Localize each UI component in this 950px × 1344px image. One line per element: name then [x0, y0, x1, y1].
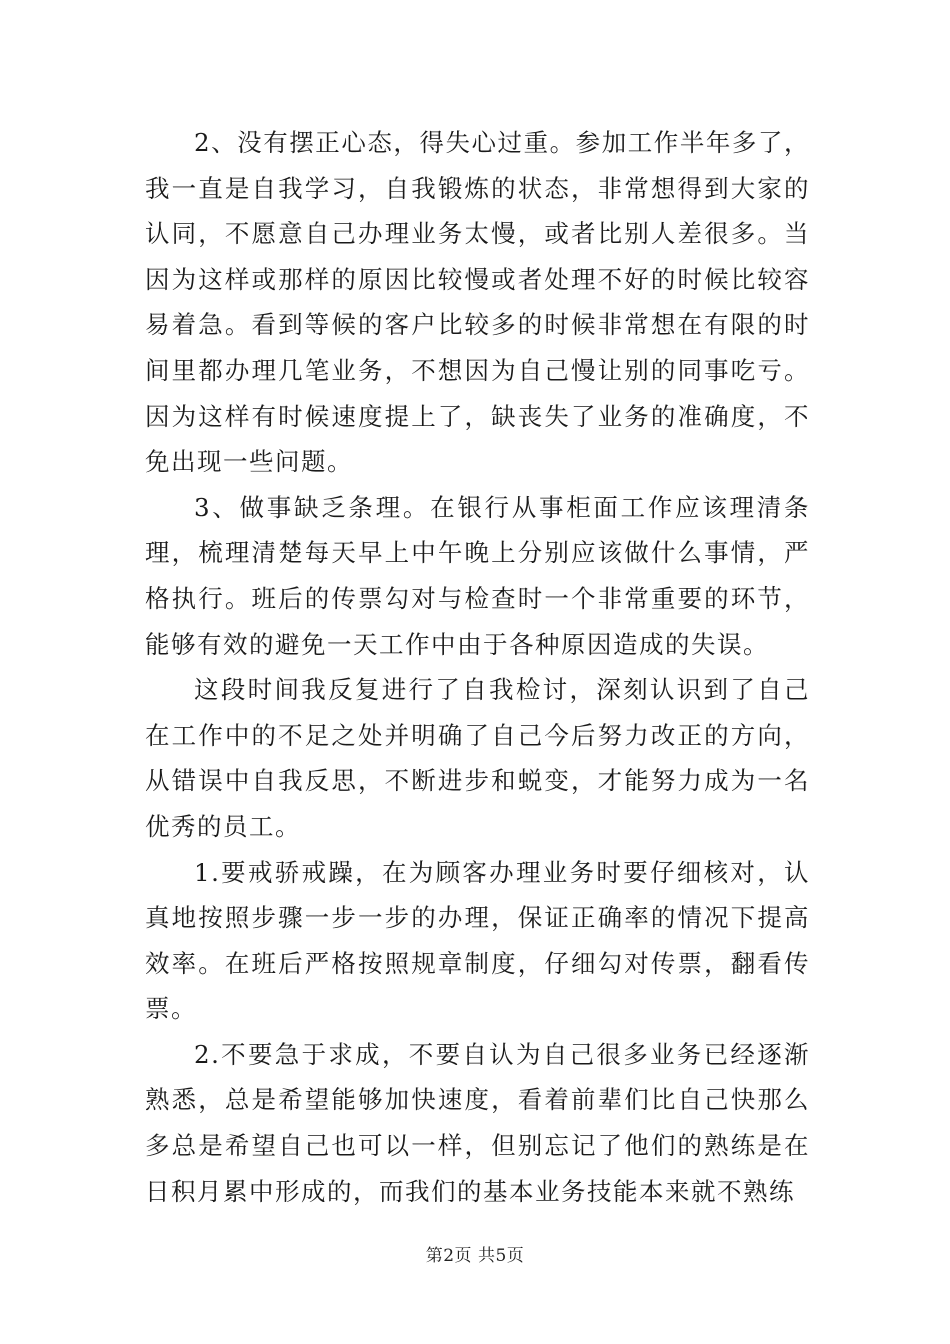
paragraph-mindset: 2、没有摆正心态，得失心过重。参加工作半年多了，我一直是自我学习，自我锻炼的状态，非常想得到大家的认同，不愿意自己办理业务太慢，或者比别人差很多。当因为这样或那样的原因比较慢或者处理不好的时候比较容易着急。看到等候的客户比较多的时候非常想在有限的时间里都办理几笔业务，不想因为自己慢让别的同事吃亏。因为这样有时候速度提上了，缺丧失了业务的准确度，不免出现一些问题。	[145, 128, 810, 477]
page-footer: 第2页 共5页	[425, 1246, 525, 1266]
paragraph-point-2: 2.不要急于求成，不要自认为自己很多业务已经逐渐熟悉，总是希望能够加快速度，看着前辈们比自己快那么多总是希望自己也可以一样，但别忘记了他们的熟练是在日积月累中形成的，而我们的基本业务技能本来就不熟练	[145, 1039, 810, 1206]
paragraph-self-review: 这段时间我反复进行了自我检讨，深刻认识到了自己在工作中的不足之处并明确了自己今后努力改正的方向，从错误中自我反思，不断进步和蜕变，才能努力成为一名优秀的员工。	[145, 675, 810, 841]
document-body	[145, 120, 810, 1214]
paragraph-organization: 3、做事缺乏条理。在银行从事柜面工作应该理清条理，梳理清楚每天早上中午晚上分别应该做什么事情，严格执行。班后的传票勾对与检查时一个非常重要的环节，能够有效的避免一天工作中由于各种原因造成的失误。	[145, 492, 810, 659]
paragraph-point-1: 1.要戒骄戒躁，在为顾客办理业务时要仔细核对，认真地按照步骤一步一步的办理，保证正确率的情况下提高效率。在班后严格按照规章制度，仔细勾对传票，翻看传票。	[145, 857, 810, 1024]
